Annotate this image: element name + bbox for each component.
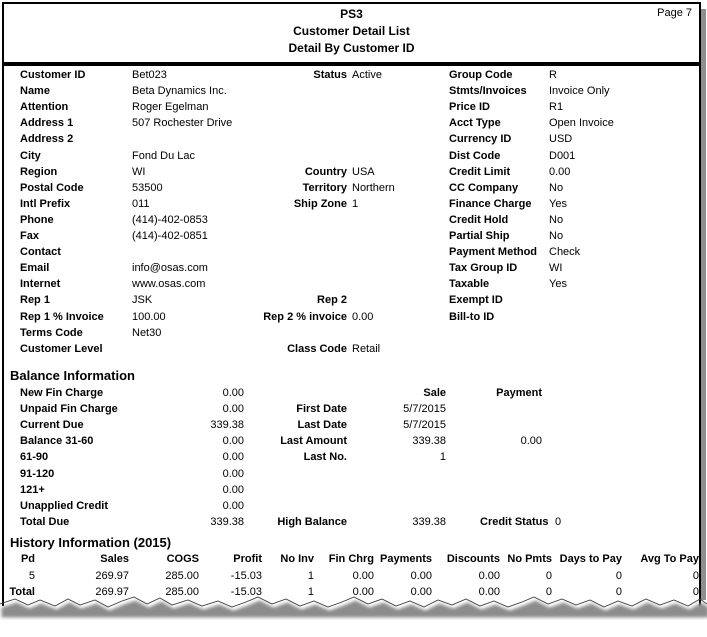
history-header-cell: Fin Chrg: [328, 553, 374, 565]
field-value: Beta Dynamics Inc.: [132, 85, 227, 98]
history-cell: 269.97: [95, 586, 129, 599]
field-label: Credit Hold: [449, 213, 509, 226]
field-label: Email: [20, 262, 50, 275]
history-cell: 285.00: [165, 586, 199, 599]
field-value: JSK: [132, 294, 153, 307]
history-header-cell: Payments: [380, 553, 432, 565]
history-section-heading: History Information (2015): [10, 535, 172, 550]
balance-label: 91-120: [20, 467, 55, 480]
balance-label: Last Date: [297, 419, 347, 432]
page-number: Page 7: [657, 7, 692, 19]
field-label: Bill-to ID: [449, 310, 495, 323]
history-header-cell: Sales: [100, 553, 129, 565]
balance-value: 0.00: [222, 435, 244, 448]
field-value: 507 Rochester Drive: [132, 117, 233, 130]
field-value: www.osas.com: [132, 278, 206, 291]
report-page: [2, 2, 701, 606]
page-drop-shadow: [701, 9, 706, 600]
field-label: Attention: [20, 101, 69, 114]
field-label: Taxable: [449, 278, 490, 291]
field-value: No: [549, 181, 564, 194]
field-label: Phone: [20, 213, 54, 226]
field-value: Yes: [549, 197, 567, 210]
history-header-cell: Profit: [233, 553, 262, 565]
history-cell: 0: [615, 570, 622, 582]
field-label: Address 1: [20, 117, 74, 130]
field-value: R: [549, 69, 557, 81]
field-value: 53500: [132, 181, 163, 194]
balance-label: Unpaid Fin Charge: [20, 403, 118, 416]
field-label: Status: [313, 69, 347, 81]
balance-value: 0.00: [222, 403, 244, 416]
field-label: Territory: [302, 181, 347, 194]
history-cell: 0: [545, 586, 552, 599]
balance-section-heading: Balance Information: [10, 368, 135, 383]
balance-value: 0.00: [222, 499, 244, 512]
history-cell: 0: [692, 570, 699, 582]
report-subtitle1: Customer Detail List: [293, 24, 410, 38]
field-label: Ship Zone: [293, 197, 347, 210]
balance-value: 339.38: [210, 419, 244, 432]
field-value: 011: [132, 197, 150, 210]
balance-sale-column-header: Sale: [423, 387, 446, 399]
field-label: Address 2: [20, 133, 74, 146]
field-label: Rep 2 % invoice: [263, 310, 347, 323]
field-value: (414)-402-0853: [132, 213, 208, 226]
balance-label: High Balance: [277, 515, 347, 528]
field-label: Customer ID: [20, 69, 86, 81]
field-label: Acct Type: [449, 117, 501, 130]
history-cell: 269.97: [95, 570, 129, 582]
balance-payment-column-header: Payment: [496, 387, 542, 399]
balance-value: 339.38: [210, 515, 244, 528]
balance-label: Last Amount: [280, 435, 347, 448]
field-value: Check: [549, 246, 581, 259]
balance-value: 0.00: [222, 451, 244, 464]
field-label: Name: [20, 85, 50, 98]
balance-label: First Date: [296, 403, 347, 416]
history-cell: 0.00: [410, 586, 432, 599]
field-value: 0.00: [352, 310, 374, 323]
field-label: Payment Method: [449, 246, 538, 259]
field-label: Contact: [20, 246, 61, 259]
history-header-cell: COGS: [166, 553, 199, 565]
credit-status-value: 0: [555, 515, 562, 528]
field-value: Fond Du Lac: [132, 149, 195, 162]
field-value: WI: [549, 262, 563, 275]
balance-label: Current Due: [20, 419, 84, 432]
field-value: Roger Egelman: [132, 101, 209, 114]
field-label: Customer Level: [20, 342, 103, 355]
field-value: Retail: [352, 342, 381, 355]
balance-sale-value: 339.38: [412, 435, 446, 448]
field-label: City: [20, 149, 41, 162]
field-value: 1: [352, 197, 359, 210]
field-value: Yes: [549, 278, 567, 291]
report-title: PS3: [340, 7, 363, 21]
field-value: D001: [549, 149, 576, 162]
field-label: Stmts/Invoices: [449, 85, 527, 98]
field-label: Dist Code: [449, 149, 501, 162]
balance-sale-value: 5/7/2015: [403, 419, 446, 432]
field-value: Bet023: [132, 69, 167, 81]
history-cell: 1: [307, 570, 314, 582]
field-value: USA: [352, 165, 375, 178]
history-cell: 0: [692, 586, 699, 599]
field-value: No: [549, 230, 564, 242]
field-value: (414)-402-0851: [132, 230, 208, 242]
history-cell: 0: [545, 570, 552, 582]
field-label: Rep 1 % Invoice: [20, 310, 104, 323]
field-label: Terms Code: [20, 326, 83, 339]
history-cell: -15.03: [230, 570, 262, 582]
field-label: Exempt ID: [449, 294, 503, 307]
field-label: Group Code: [449, 69, 513, 81]
field-value: R1: [549, 101, 564, 114]
history-cell: 0.00: [352, 570, 374, 582]
history-cell: 0: [615, 586, 622, 599]
history-header-cell: Avg To Pay: [640, 553, 699, 565]
field-value: No: [549, 213, 564, 226]
history-cell: 0.00: [478, 570, 500, 582]
field-label: Partial Ship: [449, 230, 510, 242]
field-value: Open Invoice: [549, 117, 614, 130]
header-divider: [4, 62, 699, 66]
balance-sale-value: 1: [439, 451, 446, 464]
field-label: Country: [304, 165, 347, 178]
field-label: Fax: [20, 230, 39, 242]
field-label: Currency ID: [449, 133, 512, 146]
field-value: 100.00: [132, 310, 166, 323]
balance-label: 61-90: [20, 451, 49, 464]
field-label: Intl Prefix: [20, 197, 71, 210]
field-value: info@osas.com: [132, 262, 208, 275]
balance-label: New Fin Charge: [20, 387, 104, 399]
history-header-cell: Pd: [20, 553, 35, 565]
field-value: Northern: [352, 181, 395, 194]
field-label: Postal Code: [20, 181, 84, 194]
field-value: Active: [352, 69, 382, 81]
field-label: Rep 2: [317, 294, 347, 307]
field-value: Net30: [132, 326, 162, 339]
history-cell: 0.00: [352, 586, 374, 599]
balance-value: 0.00: [222, 467, 244, 480]
field-label: Internet: [20, 278, 61, 291]
balance-label: 121+: [20, 483, 45, 496]
history-cell: 0.00: [478, 586, 500, 599]
field-label: Price ID: [449, 101, 490, 114]
balance-label: Balance 31-60: [20, 435, 94, 448]
history-header-cell: No Pmts: [507, 553, 552, 565]
history-cell: 285.00: [165, 570, 199, 582]
credit-status-label: Credit Status: [480, 515, 549, 528]
history-cell: -15.03: [230, 586, 262, 599]
field-value: WI: [132, 165, 146, 178]
balance-value: 0.00: [222, 387, 244, 399]
history-cell: 5: [28, 570, 35, 582]
field-label: Rep 1: [20, 294, 50, 307]
field-label: Class Code: [287, 342, 347, 355]
field-value: 0.00: [549, 165, 571, 178]
field-label: Finance Charge: [449, 197, 532, 210]
history-cell: Total: [9, 586, 35, 599]
balance-sale-value: 339.38: [412, 515, 446, 528]
history-header-cell: Days to Pay: [559, 553, 622, 565]
report-subtitle2: Detail By Customer ID: [288, 41, 415, 55]
history-cell: 0.00: [410, 570, 432, 582]
field-label: Region: [20, 165, 58, 178]
field-value: Invoice Only: [549, 85, 610, 98]
balance-payment-value: 0.00: [520, 435, 542, 448]
balance-sale-value: 5/7/2015: [403, 403, 446, 416]
balance-label: Total Due: [20, 515, 70, 528]
history-header-cell: Discounts: [446, 553, 500, 565]
balance-label: Unapplied Credit: [20, 499, 109, 512]
balance-label: Last No.: [303, 451, 347, 464]
field-label: Credit Limit: [449, 165, 511, 178]
field-label: Tax Group ID: [449, 262, 518, 275]
field-label: CC Company: [449, 181, 519, 194]
balance-value: 0.00: [222, 483, 244, 496]
history-cell: 1: [307, 586, 314, 599]
field-value: USD: [549, 133, 573, 146]
history-header-cell: No Inv: [280, 553, 314, 565]
